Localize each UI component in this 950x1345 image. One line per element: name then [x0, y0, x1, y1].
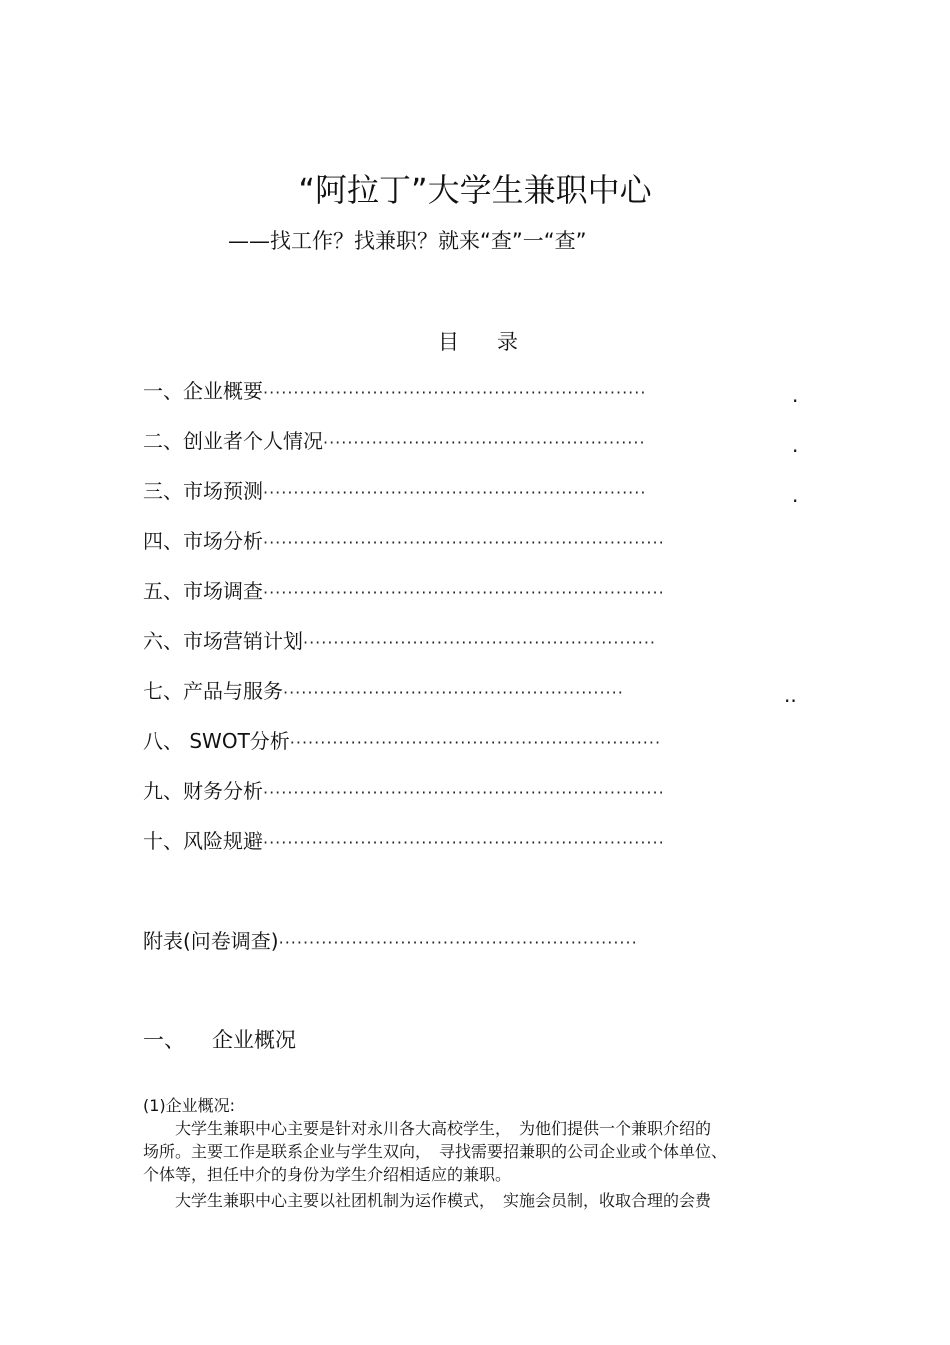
toc-item [143, 826, 665, 858]
body-text-line: 大学生兼职中心主要是针对永川各大高校学生， 为他们提供一个兼职介绍的 [143, 1119, 712, 1138]
toc-item [143, 376, 646, 408]
toc-item-label: 三、市场预测 [143, 479, 263, 503]
toc-item-leader: ······························································· [263, 383, 647, 402]
toc-item-page: . [792, 433, 799, 457]
toc-item-leader: ·································································· [263, 533, 665, 552]
toc-item [143, 626, 656, 658]
toc-item-leader: ·································································· [263, 833, 665, 852]
toc-item-leader: ····························································· [289, 733, 662, 752]
toc-item-label: 六、市场营销计划 [143, 629, 303, 653]
toc-item-page: .. [784, 683, 797, 707]
document-subtitle: ——找工作？找兼职？就来“查”一“查” [228, 229, 587, 253]
body-text-line: 场所。主要工作是联系企业与学生双向， 寻找需要招兼职的公司企业或个体单位、 [143, 1142, 728, 1161]
toc-item-label: 二、创业者个人情况 [143, 429, 323, 453]
toc-appendix-leader: ··························································· [278, 933, 638, 952]
sub-heading: (1)企业概况: [143, 1096, 236, 1115]
section-title: 企业概况 [212, 1028, 296, 1052]
body-text-line: 个体等，担任中介的身份为学生介绍相适应的兼职。 [143, 1165, 512, 1184]
toc-item [143, 526, 665, 558]
toc-item-leader: ····················································· [323, 433, 646, 452]
toc-item-leader: ·························································· [303, 633, 656, 652]
toc-item [143, 576, 665, 608]
toc-appendix [143, 926, 638, 958]
toc-item [143, 426, 646, 458]
toc-appendix-label: 附表(问卷调查) [143, 929, 279, 953]
section-number: 一、 [143, 1028, 185, 1052]
toc-heading: 目录 [438, 330, 556, 354]
toc-item-leader: ·································································· [263, 583, 665, 602]
toc-item-label: 一、企业概要 [143, 379, 263, 403]
body-text-line: 大学生兼职中心主要以社团机制为运作模式， 实施会员制，收取合理的会费 [143, 1191, 712, 1210]
toc-item-leader: ······························································· [263, 483, 647, 502]
toc-item-page: . [792, 383, 799, 407]
toc-item [143, 676, 624, 708]
toc-item [143, 476, 646, 508]
toc-item-label: 九、财务分析 [143, 779, 263, 803]
toc-item-page: . [792, 483, 799, 507]
toc-item [143, 726, 661, 758]
toc-item-leader: ·································································· [263, 783, 665, 802]
toc-item [143, 776, 665, 808]
toc-item-label: 七、产品与服务 [143, 679, 283, 703]
toc-item-label: 四、市场分析 [143, 529, 263, 553]
toc-item-label: 五、市场调查 [143, 579, 263, 603]
toc-item-label: 十、风险规避 [143, 829, 263, 853]
document-title: “阿拉丁”大学生兼职中心 [298, 171, 652, 209]
toc-item-label: 八、 SWOT分析 [143, 729, 290, 753]
toc-item-leader: ························································ [283, 683, 624, 702]
